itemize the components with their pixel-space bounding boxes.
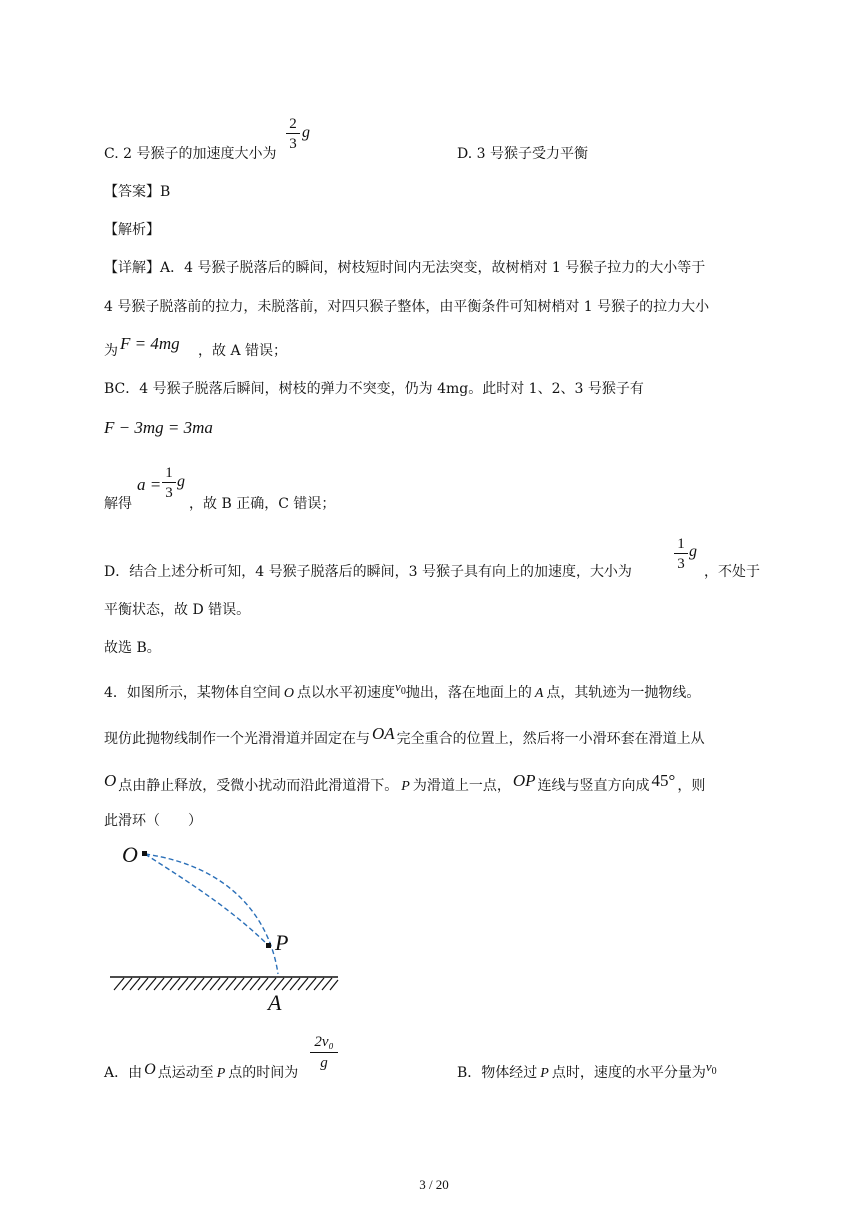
d-line-1: D．结合上述分析可知，4 号猴子脱落后的瞬间，3 号猴子具有向上的加速度，大小为 — [104, 564, 632, 580]
fraction-numerator: 2v₀ — [314, 1034, 334, 1050]
d-line-2: 平衡状态，故 D 错误。 — [104, 602, 251, 618]
fraction-denominator: g — [320, 1055, 328, 1071]
solve-suffix: ，故 B 正确，C 错误； — [189, 496, 336, 512]
option-c-text: C. 2 号猴子的加速度大小为 — [104, 146, 277, 162]
detail-line-2: 4 号猴子脱落前的拉力，未脱落前，对四只猴子整体，由平衡条件可知树梢对 1 号猴子的拉力大小 — [104, 299, 710, 315]
d-fraction — [674, 536, 688, 572]
q4-line-4: 此滑环（ ） — [104, 813, 202, 829]
parabola-trajectory — [145, 854, 278, 974]
q4-line-3-part-b: 为滑道上一点， — [412, 778, 511, 794]
q4-line-1-part-b: 点以水平初速度 — [297, 685, 396, 701]
option-c-fraction — [286, 116, 300, 152]
option-a-part-1: A．由 — [104, 1065, 143, 1081]
option-b-part-1: B．物体经过 — [457, 1065, 538, 1081]
option-a-part-2: 点运动至 — [157, 1065, 214, 1081]
fraction-numerator: 2 — [289, 116, 297, 132]
analysis-heading: 【解析】 — [104, 222, 160, 238]
page-number: 3 / 20 — [419, 1177, 449, 1192]
q4-line-2-part-b: 完全重合的位置上，然后将一小滑环套在滑道上从 — [396, 731, 705, 747]
q4-line-1-part-a: 4．如图所示，某物体自空间 — [104, 685, 281, 701]
point-p-symbol: P — [401, 779, 410, 794]
fraction-denominator: 3 — [677, 556, 685, 572]
ground-hatching — [114, 978, 338, 990]
point-o-marker — [142, 851, 147, 856]
q4-line-1 — [104, 679, 701, 707]
solve-prefix: 解得 — [104, 496, 132, 512]
q4-line-1-part-d: 点，其轨迹为一抛物线。 — [546, 685, 701, 701]
point-p-marker — [266, 943, 271, 948]
d-line-1-suffix: ，不处于 — [704, 564, 760, 580]
q4-line-2 — [104, 724, 705, 748]
point-o-symbol: O — [283, 686, 295, 701]
v0-symbol: $v_0$ — [705, 1059, 717, 1077]
point-a-symbol: A — [534, 686, 544, 701]
point-o-symbol: O — [104, 771, 117, 790]
segment-oa-symbol: OA — [372, 724, 395, 743]
v0-symbol: $v_0$ — [395, 679, 406, 697]
fraction-numerator: 1 — [165, 465, 173, 481]
figure-label-a: A — [268, 990, 282, 1015]
option-b-part-2: 点时，速度的水平分量为 — [551, 1065, 706, 1081]
solve-variable: g — [177, 473, 185, 490]
q4-line-3 — [104, 771, 706, 796]
answer-line: 【答案】B — [104, 184, 171, 200]
d-variable: g — [689, 543, 697, 560]
detail-line-1: 【详解】A．4 号猴子脱落后的瞬间，树枝短时间内无法突变，故树梢对 1 号猴子拉力的大小等于 — [104, 260, 706, 276]
conclusion: 故选 B。 — [104, 640, 161, 656]
q4-line-3-part-d: ，则 — [677, 778, 706, 794]
segment-op-symbol: OP — [512, 771, 536, 790]
q4-line-2-part-a: 现仿此抛物线制作一个光滑滑道并固定在与 — [104, 731, 370, 747]
fraction-denominator: 3 — [165, 485, 173, 501]
point-p-symbol: P — [540, 1066, 549, 1081]
detail-line-3-suffix: ，故 A 错误； — [198, 343, 288, 359]
detail-line-3-prefix: 为 — [104, 343, 118, 359]
option-a — [104, 1061, 299, 1083]
bc-line: BC．4 号猴子脱落后瞬间，树枝的弹力不突变，仍为 4mg。此时对 1、2、3 号猴子有 — [104, 381, 644, 397]
option-b — [457, 1059, 717, 1087]
chord-op — [145, 854, 268, 945]
q4-line-3-part-a: 点由静止释放，受微小扰动而沿此滑道滑下。 — [118, 778, 399, 794]
fraction-denominator: 3 — [289, 136, 297, 152]
point-p-symbol: P — [216, 1066, 226, 1081]
option-a-fraction — [310, 1034, 338, 1071]
option-c-variable: g — [302, 124, 310, 141]
option-d-text: D. 3 号猴子受力平衡 — [457, 146, 588, 162]
q4-line-3-part-c: 连线与竖直方向成 — [537, 778, 650, 794]
figure-label-p: P — [275, 930, 289, 955]
solve-lhs: a = — [137, 475, 162, 494]
option-a-part-3: 点的时间为 — [228, 1065, 299, 1081]
point-o-symbol: O — [144, 1061, 156, 1078]
fraction-numerator: 1 — [677, 536, 685, 552]
q4-line-1-part-c: 抛出，落在地面上的 — [405, 685, 532, 701]
force-equation-inline: F = 4mg — [120, 334, 180, 353]
angle-45-symbol: 45° — [651, 771, 676, 790]
solve-fraction — [162, 465, 176, 501]
bc-equation: F − 3mg = 3ma — [104, 418, 213, 437]
figure-label-o: O — [122, 842, 138, 867]
